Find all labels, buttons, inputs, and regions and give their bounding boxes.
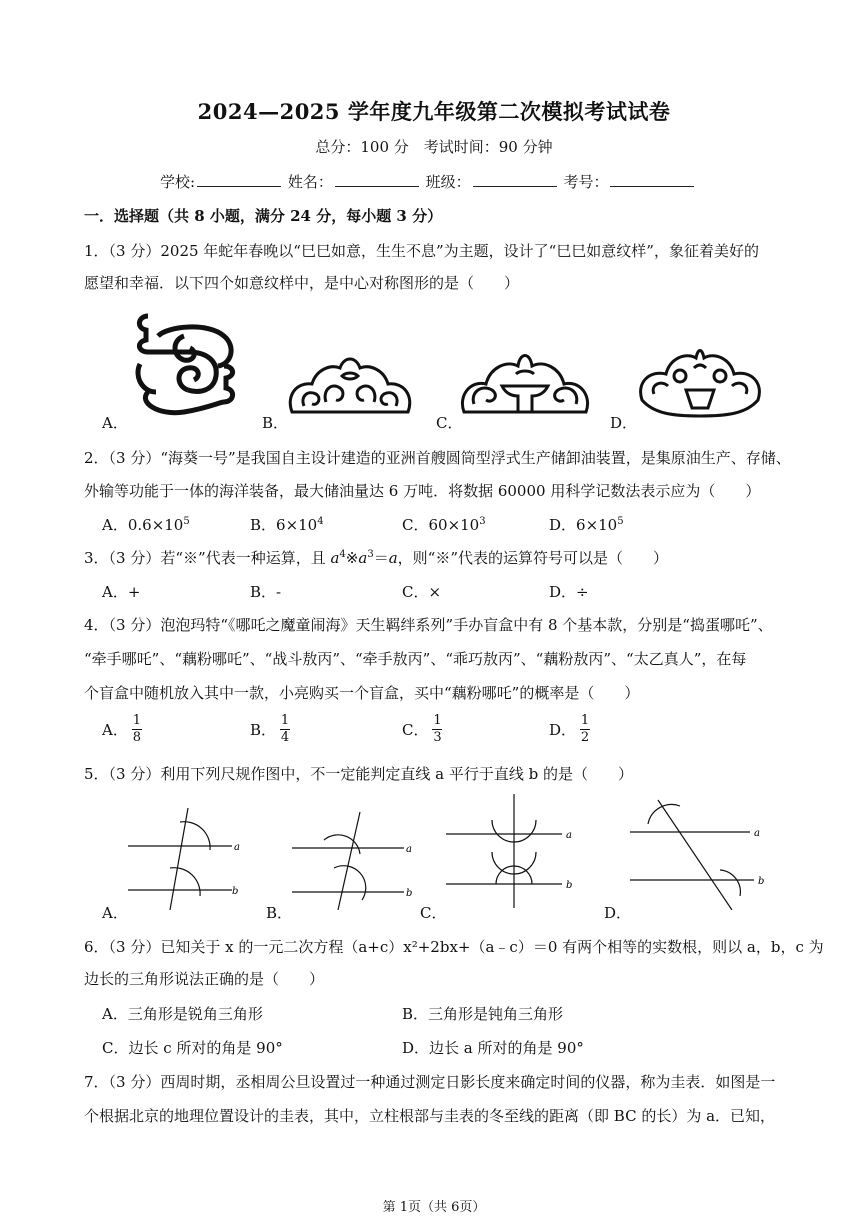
q1-option-b: B． <box>262 414 289 432</box>
q4-line3: 个盲盒中随机放入其中一款，小亮购买一个盲盒，买中“藕粉哪吒”的概率是（ ） <box>84 684 640 702</box>
q3-option-d: D．÷ <box>549 583 589 601</box>
q2-option-d: D．$6\times 10^5$ <box>549 516 624 534</box>
number-blank <box>610 172 694 187</box>
q4-line1: 4．（3 分）泡泡玛特“《哪吒之魔童闹海》天生羁绊系列”手办盲盒中有 8 个基本款，分别是“捣蛋哪吒”、 <box>84 616 773 634</box>
q5-option-d: D． <box>604 904 632 922</box>
construction-figure-c <box>444 792 578 908</box>
construction-figure-a <box>126 806 252 910</box>
q2-option-c: C．$60\times 10^3$ <box>402 516 486 534</box>
number-label: 考号： <box>563 173 609 191</box>
q5-option-b: B． <box>266 904 293 922</box>
ruyi-pattern-c-image <box>458 342 592 422</box>
ruyi-pattern-b-image <box>286 346 414 422</box>
q5-option-c: C． <box>420 904 447 922</box>
name-label: 姓名： <box>287 173 333 191</box>
construction-figure-b <box>290 810 420 910</box>
q7-line2: 个根据北京的地理位置设计的圭表，其中，立柱根部与圭表的冬至线的距离（即 BC 的长）为 a．已知， <box>84 1107 776 1125</box>
q3-option-c: C．× <box>402 583 442 601</box>
exam-title: 2024—2025 学年度九年级第二次模拟考试试卷 <box>197 99 671 124</box>
q3-option-b: B．- <box>250 583 282 601</box>
line-b-label: b <box>232 886 239 897</box>
q4-option-b: B． $\frac{1}{4}$ <box>250 713 290 745</box>
school-blank <box>197 172 281 187</box>
q5-option-a: A． <box>102 904 128 922</box>
svg-text:a: a <box>754 828 760 839</box>
page-footer: 第 1页（共 6页） <box>382 1200 486 1215</box>
q6-option-b: B．三角形是钝角三角形 <box>402 1005 564 1023</box>
svg-text:b: b <box>758 876 765 887</box>
student-info-fields <box>160 171 696 192</box>
svg-text:b: b <box>566 880 573 891</box>
class-label: 班级： <box>425 173 471 191</box>
section-heading: 一．选择题（共 8 小题，满分 24 分，每小题 3 分） <box>84 207 443 225</box>
q2-line1: 2．（3 分）“海葵一号”是我国自主设计建造的亚洲首艘圆筒型浮式生产储卸油装置，是集原油生产、存储、 <box>84 449 791 467</box>
q7-line1: 7．（3 分）西周时期，丞相周公旦设置过一种通过测定日影长度来确定时间的仪器，称为圭表．如图是一 <box>84 1073 776 1091</box>
q6-line1: 6．（3 分）已知关于 x 的一元二次方程（a+c）x²+2bx+（a﹣c）＝0 有两个相等的实数根，则以 a，b，c 为 <box>84 938 824 956</box>
q4-line2: “牵手哪吒”、“藕粉哪吒”、“战斗敖丙”、“牵手敖丙”、“乖巧敖丙”、“藕粉敖丙”、“太乙真人”，在每 <box>84 650 747 668</box>
svg-text:a: a <box>406 844 412 855</box>
q1-line1: 1．（3 分）2025 年蛇年春晚以“巳巳如意，生生不息”为主题，设计了“巳巳如意纹样”，象征着美好的 <box>84 242 759 260</box>
school-label: 学校: <box>160 173 196 191</box>
ruyi-pattern-d-image <box>636 340 764 422</box>
q6-option-a: A．三角形是锐角三角形 <box>102 1005 263 1023</box>
q1-option-c: C． <box>436 414 463 432</box>
q1-line2: 愿望和幸福．以下四个如意纹样中，是中心对称图形的是（ ） <box>84 274 520 292</box>
q2-option-b: B．$6\times 10^4$ <box>250 516 324 534</box>
name-blank <box>335 172 419 187</box>
q6-option-c: C．边长 c 所对的角是 90° <box>102 1039 283 1057</box>
q3-option-a: A．+ <box>102 583 141 601</box>
class-blank <box>473 172 557 187</box>
svg-text:a: a <box>566 830 572 841</box>
line-a-label: a <box>234 842 240 853</box>
q2-line2: 外输等功能于一体的海洋装备，最大储油量达 6 万吨．将数据 60000 用科学记数法表示应为（ ） <box>84 482 761 500</box>
exam-meta: 总分：100 分 考试时间：90 分钟 <box>315 138 553 156</box>
q4-option-c: C． $\frac{1}{3}$ <box>402 713 442 745</box>
q1-option-d: D． <box>610 414 638 432</box>
q2-option-a: A．$0.6\times 10^5$ <box>102 516 190 534</box>
q3-line1: 3．（3 分）若“※”代表一种运算，且 $a^4※a^3=a$，则“※”代表的运算符号可以是（ ） <box>84 549 669 567</box>
q6-option-d: D．边长 a 所对的角是 90° <box>402 1039 584 1057</box>
svg-text:b: b <box>406 888 413 899</box>
q6-line2: 边长的三角形说法正确的是（ ） <box>84 970 325 988</box>
q5-line1: 5．（3 分）利用下列尺规作图中，不一定能判定直线 a 平行于直线 b 的是（ ） <box>84 765 633 783</box>
q4-option-a: A． $\frac{1}{8}$ <box>102 713 141 745</box>
ruyi-pattern-a-image <box>128 306 246 424</box>
q4-option-d: D． $\frac{1}{2}$ <box>549 713 590 745</box>
q1-option-a: A． <box>102 414 128 432</box>
construction-figure-d <box>628 796 770 910</box>
